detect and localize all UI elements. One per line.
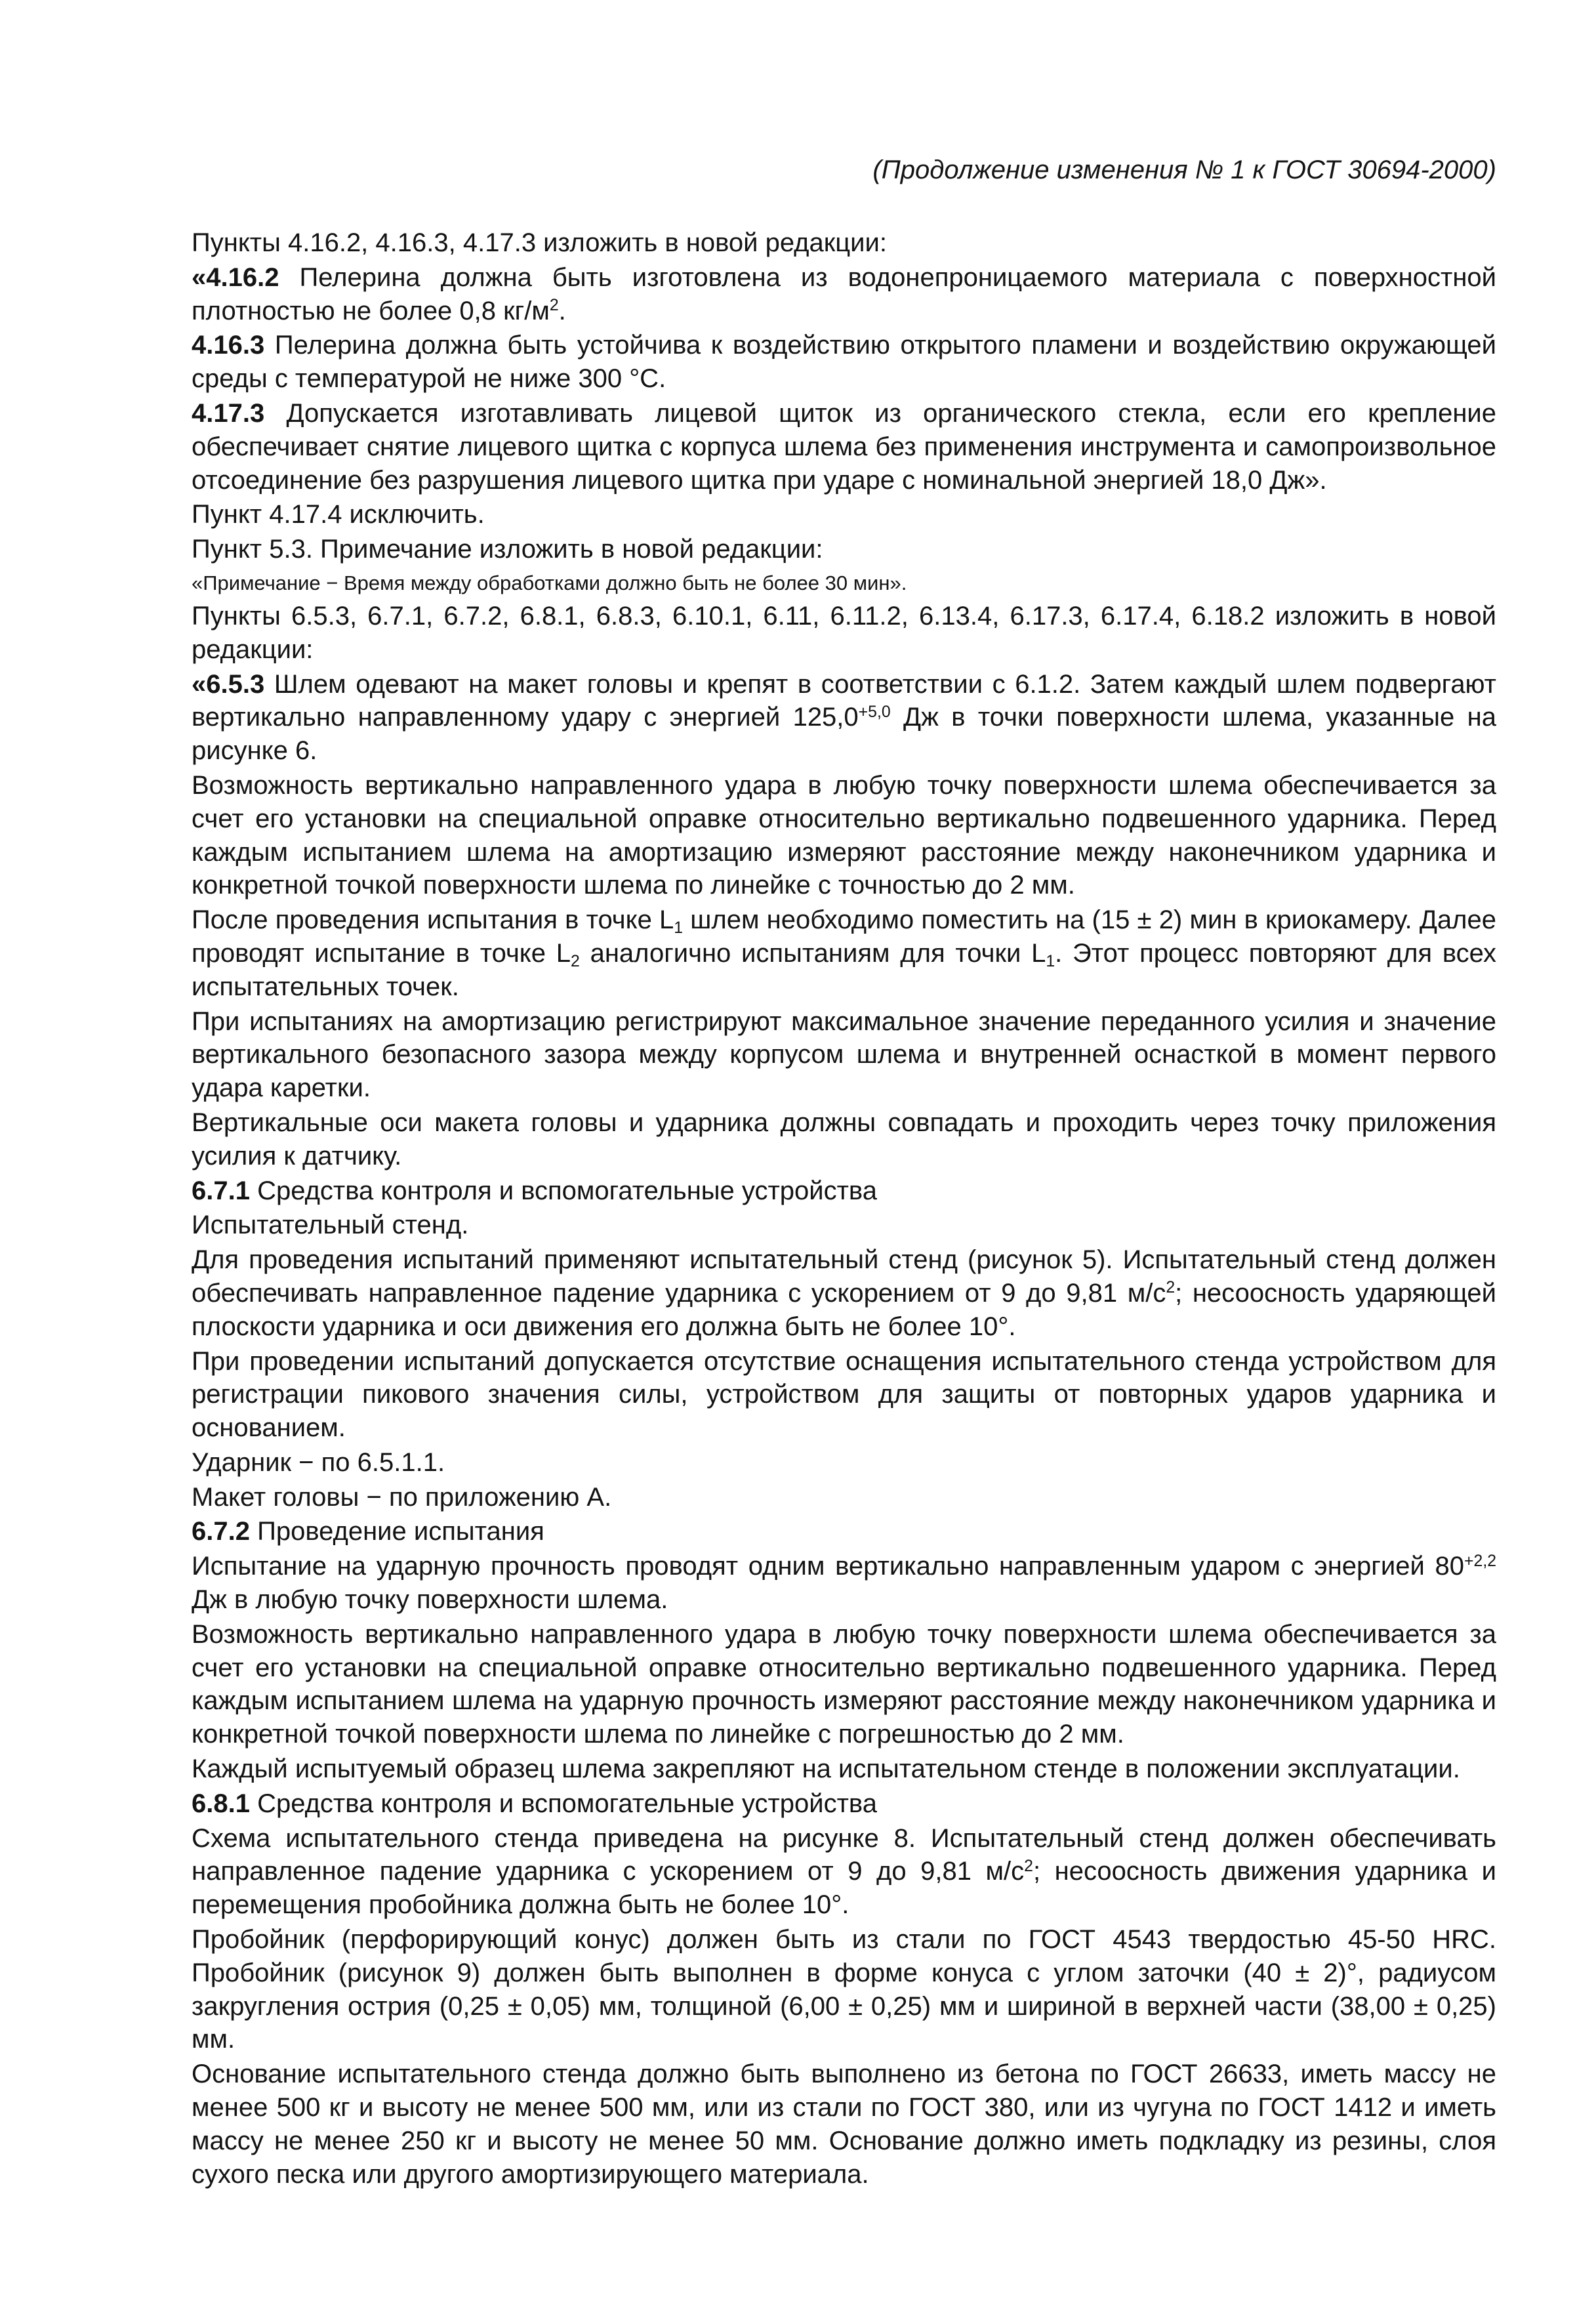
paragraph-p21: Испытание на ударную прочность проводят одним вертикально направленным ударом с энергией $80^{+2,2}$ Дж в любую точку поверхности шлема. xyxy=(192,1552,1496,1615)
clause-4-17-3: 4.17.3 Допускается изготавливать лицевой щиток из органического стекла, если его крепление обеспечивает снятие лицевого щитка с корпуса шлема без применения инструмента и самопроизвольное отсоединение без разрушения лицевого щитка при ударе с номинальной энергией 18,0 Дж». xyxy=(192,398,1496,495)
clause-4-16-2: «4.16.2 Пелерина должна быть изготовлена из водонепроницаемого материала с поверхностной плотностью не более 0,8 $кг/м^2$. xyxy=(192,262,1496,325)
paragraph-p22: Возможность вертикально направленного удара в любую точку поверхности шлема обеспечивается за счет его установки на специальной оправке относительно вертикально подвешенного ударника. Перед каждым испытанием шлема на ударную прочность измеряют расстояние между наконечником ударника и конкретной точкой поверхности шлема по линейке с погрешностью до 2 мм. xyxy=(192,1619,1496,1749)
paragraph-p01: Пункты 4.16.2, 4.16.3, 4.17.3 изложить в новой редакции: xyxy=(192,228,887,257)
paragraph-p13: Вертикальные оси макета головы и ударника должны совпадать и проходить через точку приложения усилия к датчику. xyxy=(192,1108,1496,1171)
paragraph-p27: Основание испытательного стенда должно быть выполнено из бетона по ГОСТ 26633, иметь массу не менее 500 кг и высоту не менее 500 мм, или из стали по ГОСТ 380, или из чугуна по ГОСТ 1412 и иметь массу не менее 250 кг и высоту не менее 50 мм. Основание должно иметь подкладку из резины, слоя сухого песка или другого амортизирующего материала. xyxy=(192,2060,1496,2189)
clause-6-5-3: «6.5.3 Шлем одевают на макет головы и крепят в соответствии с 6.1.2. Затем каждый шлем подвергают вертикально направленному удару с энергией $125,0^{+5,0}$ Дж в точки поверхности шлема, указанные на рисунке 6. xyxy=(192,669,1497,766)
paragraph-p06: Пункт 5.3. Примечание изложить в новой редакции: xyxy=(192,535,823,564)
clause-number: 6.7.1 xyxy=(192,1176,250,1205)
paragraph-p23: Каждый испытуемый образец шлема закрепляют на испытательном стенде в положении эксплуатации. xyxy=(192,1754,1460,1784)
paragraph-p12: При испытаниях на амортизацию регистрируют максимальное значение переданного усилия и значение вертикального безопасного зазора между корпусом шлема и внутренней оснасткой в момент первого удара каретки. xyxy=(192,1006,1496,1103)
clause-number: 4.16.3 xyxy=(192,331,265,360)
paragraph-p17: При проведении испытаний допускается отсутствие оснащения испытательного стенда устройством для регистрации пикового значения силы, устройством для защиты от повторных ударов ударника и основанием. xyxy=(192,1346,1496,1443)
clause-6-7-2: 6.7.2 Проведение испытания xyxy=(192,1517,544,1546)
clause-number: 4.17.3 xyxy=(192,398,265,428)
paragraph-p19: Макет головы − по приложению А. xyxy=(192,1482,612,1512)
paragraph-p15: Испытательный стенд. xyxy=(192,1211,469,1240)
clause-number: 6.8.1 xyxy=(192,1789,250,1818)
clause-number: «6.5.3 xyxy=(192,669,265,699)
clause-6-8-1: 6.8.1 Средства контроля и вспомогательные устройства xyxy=(192,1789,877,1818)
page-header: (Продолжение изменения № 1 к ГОСТ 30694-2000) xyxy=(872,155,1496,184)
paragraph-p16: Для проведения испытаний применяют испытательный стенд (рисунок 5). Испытательный стенд должен обеспечивать направленное падение ударника с ускорением от 9 до 9,81 $м/с^2$; несоосность ударяющей плоскости ударника и оси движения его должна быть не более 10°. xyxy=(192,1245,1496,1341)
paragraph-p08: Пункты 6.5.3, 6.7.1, 6.7.2, 6.8.1, 6.8.3, 6.10.1, 6.11, 6.11.2, 6.13.4, 6.17.3, 6.17.4, 6.18.2 изложить в новой редакции: xyxy=(192,601,1496,664)
clause-number: 6.7.2 xyxy=(192,1517,250,1546)
clause-number: «4.16.2 xyxy=(192,262,279,292)
document-body xyxy=(192,226,1496,2191)
note-paragraph: «Примечание − Время между обработками должно быть не более 30 мин». xyxy=(192,571,907,594)
paragraph-p18: Ударник − по 6.5.1.1. xyxy=(192,1447,445,1477)
paragraph-p26: Пробойник (перфорирующий конус) должен быть из стали по ГОСТ 4543 твердостью 45-50 HRC. Пробойник (рисунок 9) должен быть выполнен в форме конуса с углом заточки (40 ± 2)°, радиусом закругления острия (0,25 ± 0,05) мм, толщиной (6,00 ± 0,25) мм и шириной в верхней части (38,00 ± 0,25) мм. xyxy=(192,1925,1496,2054)
paragraph-p05: Пункт 4.17.4 исключить. xyxy=(192,500,485,529)
clause-6-7-1: 6.7.1 Средства контроля и вспомогательные устройства xyxy=(192,1176,877,1205)
clause-4-16-3: 4.16.3 Пелерина должна быть устойчива к воздействию открытого пламени и воздействию окружающей среды с температурой не ниже 300 °С. xyxy=(192,331,1496,394)
paragraph-p25: Схема испытательного стенда приведена на рисунке 8. Испытательный стенд должен обеспечивать направленное падение ударника с ускорением от 9 до 9,81 $м/с^2$; несоосность движения ударника и перемещения пробойника должна быть не более 10°. xyxy=(192,1823,1496,1920)
paragraph-p11: После проведения испытания в точке L1 шлем необходимо поместить на (15 ± 2) мин в криокамеру. Далее проводят испытание в точке L2 аналогично испытаниям для точки L1. Этот процесс повторяют для всех испытательных точек. xyxy=(192,905,1497,1001)
paragraph-p10: Возможность вертикально направленного удара в любую точку поверхности шлема обеспечивается за счет его установки на специальной оправке относительно вертикально подвешенного ударника. Перед каждым испытанием шлема на амортизацию измеряют расстояние между наконечником ударника и конкретной точкой поверхности шлема по линейке с точностью до 2 мм. xyxy=(192,770,1496,900)
